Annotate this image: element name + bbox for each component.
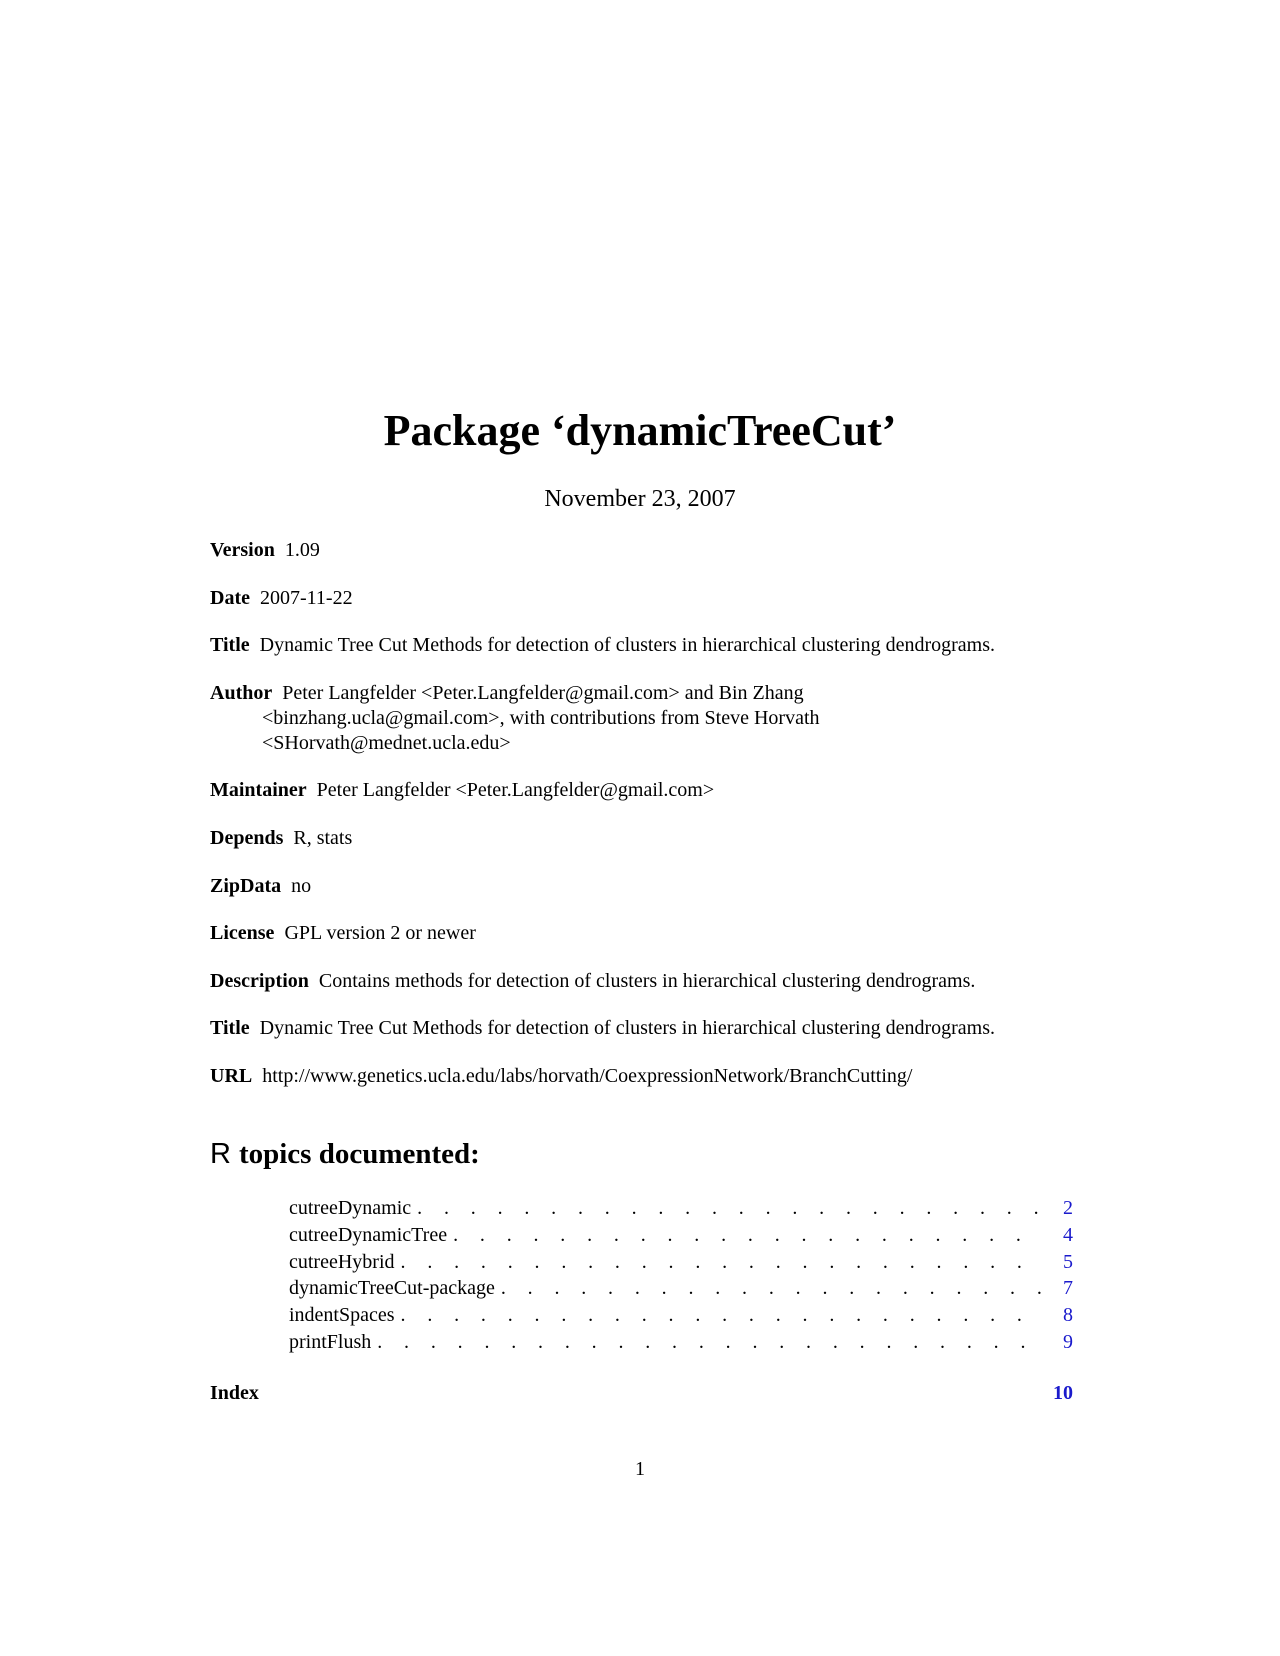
url-link[interactable]: http://www.genetics.ucla.edu/labs/horvath/CoexpressionNetwork/BranchCutting/	[262, 1065, 913, 1087]
field-value: Peter Langfelder <Peter.Langfelder@gmail.com>	[316, 779, 715, 801]
field-value: Peter Langfelder <Peter.Langfelder@gmail.com> and Bin Zhang	[282, 682, 804, 704]
field-key: Title	[210, 634, 250, 656]
toc-page-link[interactable]: 2	[1063, 1197, 1073, 1219]
author-continuation-line: <binzhang.ucla@gmail.com>, with contributions from Steve Horvath	[262, 707, 820, 729]
package-title: Package ‘dynamicTreeCut’	[383, 406, 897, 455]
field-value: 2007-11-22	[259, 587, 353, 609]
topics-heading-text: topics documented:	[238, 1138, 480, 1170]
toc-entry[interactable]	[289, 1249, 1073, 1275]
field-key: URL	[210, 1065, 253, 1087]
toc-entry[interactable]	[289, 1222, 1073, 1248]
field-key: Version	[210, 539, 275, 561]
toc-leader-dots	[401, 1249, 1043, 1275]
toc-leader-dots	[377, 1329, 1043, 1355]
toc-leader-dots	[501, 1275, 1043, 1301]
field-author	[210, 681, 804, 706]
document-date: November 23, 2007	[544, 486, 736, 512]
field-license	[210, 921, 476, 946]
field-key: License	[210, 922, 275, 944]
field-key: Maintainer	[210, 779, 307, 801]
r-logo-letter: R	[210, 1138, 231, 1170]
index-page-link[interactable]: 10	[1053, 1382, 1073, 1404]
field-zipdata	[210, 874, 311, 899]
toc-leader-dots	[453, 1222, 1043, 1248]
field-value: Dynamic Tree Cut Methods for detection of clusters in hierarchical clustering dendrograms.	[259, 1017, 996, 1039]
toc-entry-name[interactable]: cutreeHybrid	[289, 1251, 395, 1273]
field-key: Title	[210, 1017, 250, 1039]
field-depends	[210, 826, 352, 851]
field-url	[210, 1064, 912, 1089]
toc-page-link[interactable]: 8	[1063, 1304, 1073, 1326]
field-version	[210, 538, 320, 563]
field-description	[210, 969, 975, 994]
field-value: Dynamic Tree Cut Methods for detection of clusters in hierarchical clustering dendrograms.	[259, 634, 996, 656]
toc-entry[interactable]	[289, 1329, 1073, 1355]
toc-entry[interactable]	[289, 1302, 1073, 1328]
toc-page-link[interactable]: 9	[1063, 1331, 1073, 1353]
page-number: 1	[635, 1458, 645, 1480]
toc-leader-dots	[401, 1302, 1043, 1328]
field-date	[210, 586, 353, 611]
toc-page-link[interactable]: 7	[1063, 1277, 1073, 1299]
index-entry[interactable]	[210, 1380, 1073, 1406]
field-value: GPL version 2 or newer	[284, 922, 476, 944]
toc-entry-name[interactable]: cutreeDynamicTree	[289, 1224, 448, 1246]
toc-entry[interactable]	[289, 1275, 1073, 1301]
toc-entry-name[interactable]: cutreeDynamic	[289, 1197, 412, 1219]
toc-entry[interactable]	[289, 1195, 1073, 1221]
field-value: no	[291, 875, 312, 897]
field-value: R, stats	[293, 827, 353, 849]
toc-entry-name[interactable]: printFlush	[289, 1331, 372, 1353]
toc-page-link[interactable]: 5	[1063, 1251, 1073, 1273]
field-key: Author	[210, 682, 273, 704]
toc-entry-name[interactable]: indentSpaces	[289, 1304, 395, 1326]
field-key: ZipData	[210, 875, 282, 897]
toc-entry-name[interactable]: dynamicTreeCut-package	[289, 1277, 495, 1299]
field-key: Date	[210, 587, 250, 609]
toc-page-link[interactable]: 4	[1063, 1224, 1073, 1246]
field-title-repeat	[210, 1016, 995, 1041]
topics-heading	[210, 1136, 480, 1172]
field-value: Contains methods for detection of clusters in hierarchical clustering dendrograms.	[318, 970, 976, 992]
toc-leader-dots	[417, 1195, 1043, 1221]
field-maintainer	[210, 778, 714, 803]
field-title	[210, 633, 995, 658]
field-key: Description	[210, 970, 309, 992]
index-label[interactable]: Index	[210, 1382, 259, 1404]
field-value: 1.09	[284, 539, 320, 561]
field-key: Depends	[210, 827, 284, 849]
author-continuation-line: <SHorvath@mednet.ucla.edu>	[262, 732, 511, 754]
